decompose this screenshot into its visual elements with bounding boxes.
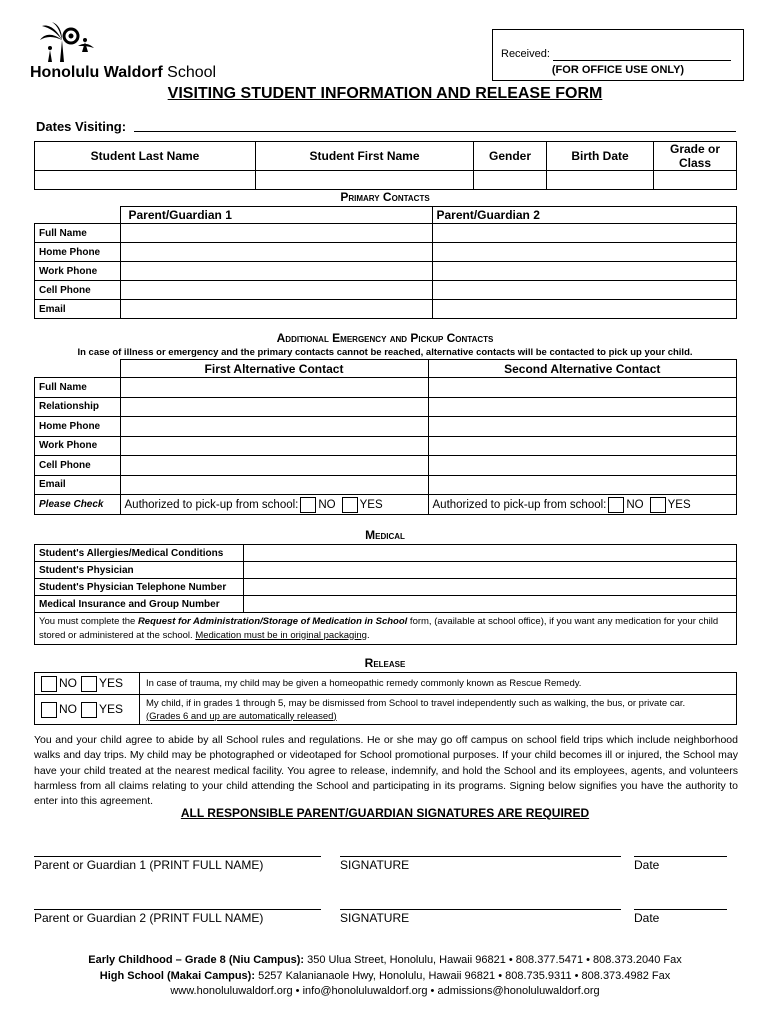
alt2-home-phone-input[interactable] xyxy=(428,417,737,437)
row-label: Student's Physician xyxy=(35,562,244,579)
footer xyxy=(0,953,770,1000)
row-label: Cell Phone xyxy=(35,281,121,300)
release-1-text: In case of trauma, my child may be given a homeopathic remedy commonly known as Rescue Remedy. xyxy=(140,673,737,695)
primary-contacts-heading: Primary Contacts xyxy=(340,190,430,204)
dates-visiting-field[interactable] xyxy=(134,131,736,132)
footer-line-1: Early Childhood – Grade 8 (Niu Campus): 350 Ulua Street, Honolulu, Hawaii 96821 • 808.377.5471 • 808.373.2040 Fax xyxy=(88,954,682,966)
pg2-email-input[interactable] xyxy=(432,300,737,319)
alt1-authorized: Authorized to pick-up from school: NO YES xyxy=(120,495,428,515)
release-2-yes-checkbox[interactable] xyxy=(81,702,97,718)
row-label: Home Phone xyxy=(35,417,121,437)
row-label: Work Phone xyxy=(35,436,121,456)
agreement-paragraph: You and your child agree to abide by all School rules and regulations. He or she may go off campus on school field trips which include neighborhood walks and day trips. My child may be photographed or videotaped for School promotional purposes. If your child becomes ill or injured, the School may have your child treated at the nearest medical facility. You agree to release, indemnify, and hold the School and its employees, agents, and volunteers harmless from all claims relating to your child attending the School and participating in its programs. Signing below signifies you have the authority to enter into this agreement. xyxy=(34,734,738,808)
pg2-date-line[interactable] xyxy=(634,909,727,910)
please-check-label: Please Check xyxy=(35,495,121,515)
form-title: VISITING STUDENT INFORMATION AND RELEASE FORM xyxy=(167,85,603,102)
pg1-signature-label: SIGNATURE xyxy=(340,858,410,872)
alt2-authorized: Authorized to pick-up from school: NO YES xyxy=(428,495,737,515)
footer-line-3: www.honoluluwaldorf.org • info@honoluluwaldorf.org • admissions@honoluluwaldorf.org xyxy=(170,985,600,997)
pg2-signature-line[interactable] xyxy=(340,909,621,910)
received-label: Received: xyxy=(501,48,550,60)
pg1-home-phone-input[interactable] xyxy=(120,243,432,262)
col-first-name: Student First Name xyxy=(256,142,474,171)
medical-heading: Medical xyxy=(365,528,405,542)
school-name: Honolulu Waldorf School xyxy=(30,64,217,81)
alt1-full-name-input[interactable] xyxy=(120,378,428,398)
physician-phone-input[interactable] xyxy=(244,579,737,596)
col-birth-date: Birth Date xyxy=(547,142,654,171)
alt2-yes-checkbox[interactable] xyxy=(650,497,666,513)
birth-date-input[interactable] xyxy=(547,171,654,190)
grade-input[interactable] xyxy=(654,171,737,190)
release-heading: Release xyxy=(364,656,406,670)
first-name-input[interactable] xyxy=(256,171,474,190)
row-label: Medical Insurance and Group Number xyxy=(35,596,244,613)
row-label: Student's Physician Telephone Number xyxy=(35,579,244,596)
alt2-relationship-input[interactable] xyxy=(428,397,737,417)
pg1-email-input[interactable] xyxy=(120,300,432,319)
pg1-work-phone-input[interactable] xyxy=(120,262,432,281)
medical-table xyxy=(34,544,737,645)
pg2-name-label: Parent or Guardian 2 (PRINT FULL NAME) xyxy=(34,911,264,925)
additional-contacts-heading: Additional Emergency and Pickup Contacts xyxy=(276,331,494,345)
second-alt-header: Second Alternative Contact xyxy=(428,360,737,378)
student-table xyxy=(34,141,737,190)
dates-visiting-label: Dates Visiting: xyxy=(36,119,127,134)
col-last-name: Student Last Name xyxy=(35,142,256,171)
row-label: Full Name xyxy=(35,378,121,398)
pg1-name-line[interactable] xyxy=(34,856,321,857)
row-label: Student's Allergies/Medical Conditions xyxy=(35,545,244,562)
pg2-full-name-input[interactable] xyxy=(432,224,737,243)
col-grade: Grade or Class xyxy=(654,142,737,171)
row-label: Home Phone xyxy=(35,243,121,262)
pg1-signature-line[interactable] xyxy=(340,856,621,857)
palm-tree-logo-icon xyxy=(38,22,98,64)
release-2-text: My child, if in grades 1 through 5, may be dismissed from School to travel independently such as walking, the bus, or private car. (Grades 6 and up are automatically released) xyxy=(140,695,737,725)
additional-note: In case of illness or emergency and the primary contacts cannot be reached, alternative contacts will be contacted to pick up your child. xyxy=(77,347,693,358)
row-label: Full Name xyxy=(35,224,121,243)
alt2-work-phone-input[interactable] xyxy=(428,436,737,456)
last-name-input[interactable] xyxy=(35,171,256,190)
release-1-yes-checkbox[interactable] xyxy=(81,676,97,692)
pg1-date-label: Date xyxy=(634,858,660,872)
alt2-cell-phone-input[interactable] xyxy=(428,456,737,476)
alt2-full-name-input[interactable] xyxy=(428,378,737,398)
parent-guardian-1-header: Parent/Guardian 1 xyxy=(120,207,432,224)
pg1-full-name-input[interactable] xyxy=(120,224,432,243)
row-label: Work Phone xyxy=(35,262,121,281)
school-logo xyxy=(30,22,217,82)
medication-note: You must complete the Request for Administration/Storage of Medication in School form, (available at school office), if you want any medication for your child stored or administered at the school. Medication must be in original packaging. xyxy=(35,613,737,645)
pg1-name-label: Parent or Guardian 1 (PRINT FULL NAME) xyxy=(34,858,264,872)
primary-contacts-table xyxy=(34,206,737,319)
alt1-yes-checkbox[interactable] xyxy=(342,497,358,513)
pg2-cell-phone-input[interactable] xyxy=(432,281,737,300)
alt2-no-checkbox[interactable] xyxy=(608,497,624,513)
first-alt-header: First Alternative Contact xyxy=(120,360,428,378)
alt1-home-phone-input[interactable] xyxy=(120,417,428,437)
parent-guardian-2-header: Parent/Guardian 2 xyxy=(432,207,737,224)
pg2-work-phone-input[interactable] xyxy=(432,262,737,281)
row-label: Relationship xyxy=(35,397,121,417)
release-table xyxy=(34,672,737,725)
pg1-date-line[interactable] xyxy=(634,856,727,857)
release-2-options: NO YES xyxy=(35,695,140,725)
alt1-relationship-input[interactable] xyxy=(120,397,428,417)
release-2-no-checkbox[interactable] xyxy=(41,702,57,718)
col-gender: Gender xyxy=(474,142,547,171)
alt1-email-input[interactable] xyxy=(120,475,428,495)
alt2-email-input[interactable] xyxy=(428,475,737,495)
release-1-no-checkbox[interactable] xyxy=(41,676,57,692)
pg1-cell-phone-input[interactable] xyxy=(120,281,432,300)
pg2-date-label: Date xyxy=(634,911,660,925)
additional-contacts-table xyxy=(34,359,737,515)
pg2-signature-label: SIGNATURE xyxy=(340,911,410,925)
row-label: Email xyxy=(35,475,121,495)
footer-line-2: High School (Makai Campus): 5257 Kalanianaole Hwy, Honolulu, Hawaii 96821 • 808.735.9311 • 808.373.4982 Fax xyxy=(99,969,671,982)
office-use-box xyxy=(492,29,744,81)
received-line[interactable] xyxy=(553,60,731,61)
release-1-options: NO YES xyxy=(35,673,140,695)
insurance-input[interactable] xyxy=(244,596,737,613)
office-only-label: (FOR OFFICE USE ONLY) xyxy=(551,64,685,76)
physician-input[interactable] xyxy=(244,562,737,579)
signatures-required: ALL RESPONSIBLE PARENT/GUARDIAN SIGNATURES ARE REQUIRED xyxy=(180,806,590,820)
gender-input[interactable] xyxy=(474,171,547,190)
pg2-name-line[interactable] xyxy=(34,909,321,910)
row-label: Cell Phone xyxy=(35,456,121,476)
pg2-home-phone-input[interactable] xyxy=(432,243,737,262)
alt1-cell-phone-input[interactable] xyxy=(120,456,428,476)
alt1-work-phone-input[interactable] xyxy=(120,436,428,456)
alt1-no-checkbox[interactable] xyxy=(300,497,316,513)
allergies-input[interactable] xyxy=(244,545,737,562)
row-label: Email xyxy=(35,300,121,319)
